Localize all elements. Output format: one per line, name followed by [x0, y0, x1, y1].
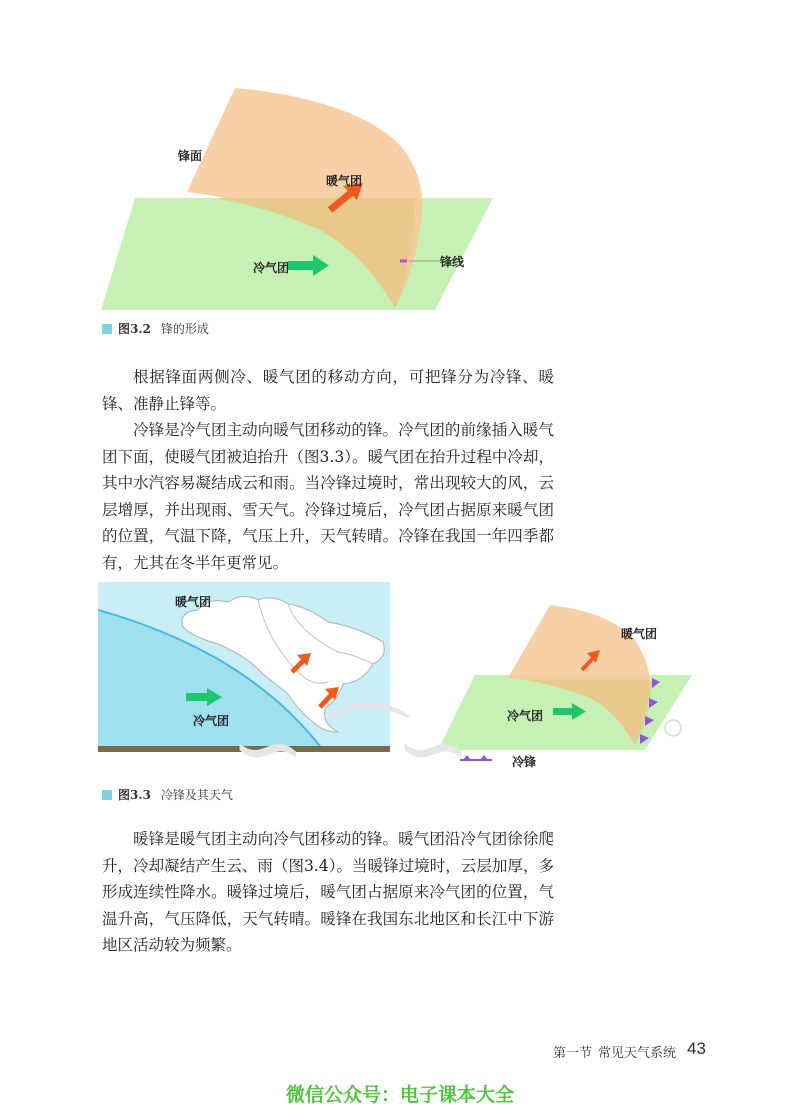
label-warm-mass-left: 暖气团: [175, 595, 212, 609]
body-text-bottom: [102, 826, 554, 959]
caption-title: 冷锋及其天气: [160, 788, 233, 802]
page-number: 43: [687, 1039, 706, 1058]
caption-number: 图3.2: [118, 322, 151, 336]
paragraph: 根据锋面两侧冷、暖气团的移动方向，可把锋分为冷锋、暖锋、准静止锋等。: [102, 368, 554, 413]
figure-caption-3-3: [102, 786, 233, 803]
paragraph: 冷锋是冷气团主动向暖气团移动的锋。冷气团的前缘插入暖气团下面，使暖气团被迫抬升（图3.3）。暖气团在抬升过程中冷却，其中水汽容易凝结成云和雨。当冷锋过境时，常出现较大的风，云层增厚，并出现雨、雪天气。冷锋过境后，冷气团占据原来暖气团的位置，气温下降，气压上升，天气转晴。冷锋在我国一年四季都有，尤其在冬半年更常见。: [102, 421, 554, 572]
label-cold-mass-left: 冷气团: [193, 714, 230, 728]
wechat-watermark: 微信公众号：电子课本大全: [285, 1084, 514, 1106]
registered-mark-icon: [665, 720, 681, 736]
caption-marker-icon: [102, 324, 112, 334]
figure-front-formation: [95, 80, 505, 315]
label-cold-mass-right: 冷气团: [507, 709, 544, 723]
caption-number: 图3.3: [118, 788, 151, 802]
footer-chapter: 常见天气系统: [598, 1046, 677, 1061]
footer-section: 第一节: [553, 1046, 593, 1061]
publisher-logo-watermark: ∽⌒∽: [230, 696, 471, 801]
label-cold-front-legend: 冷锋: [512, 755, 537, 769]
label-front-surface: 锋面: [178, 149, 203, 163]
body-text-top: [102, 364, 554, 576]
label-front-line: 锋线: [440, 255, 465, 269]
caption-title: 锋的形成: [160, 322, 209, 336]
paragraph: 暖锋是暖气团主动向冷气团移动的锋。暖气团沿冷气团徐徐爬升，冷却凝结产生云、雨（图3.4）。当暖锋过境时，云层加厚，多形成连续性降水。暖锋过境后，暖气团占据原来冷气团的位置，气温升高，气压降低，天气转晴。暖锋在我国东北地区和长江中下游地区活动较为频繁。: [102, 830, 554, 954]
caption-marker-icon: [102, 790, 112, 800]
label-warm-mass-right: 暖气团: [621, 627, 658, 641]
label-cold-mass: 冷气团: [253, 261, 290, 275]
label-warm-mass: 暖气团: [326, 174, 363, 188]
figure-caption-3-2: [102, 320, 209, 337]
